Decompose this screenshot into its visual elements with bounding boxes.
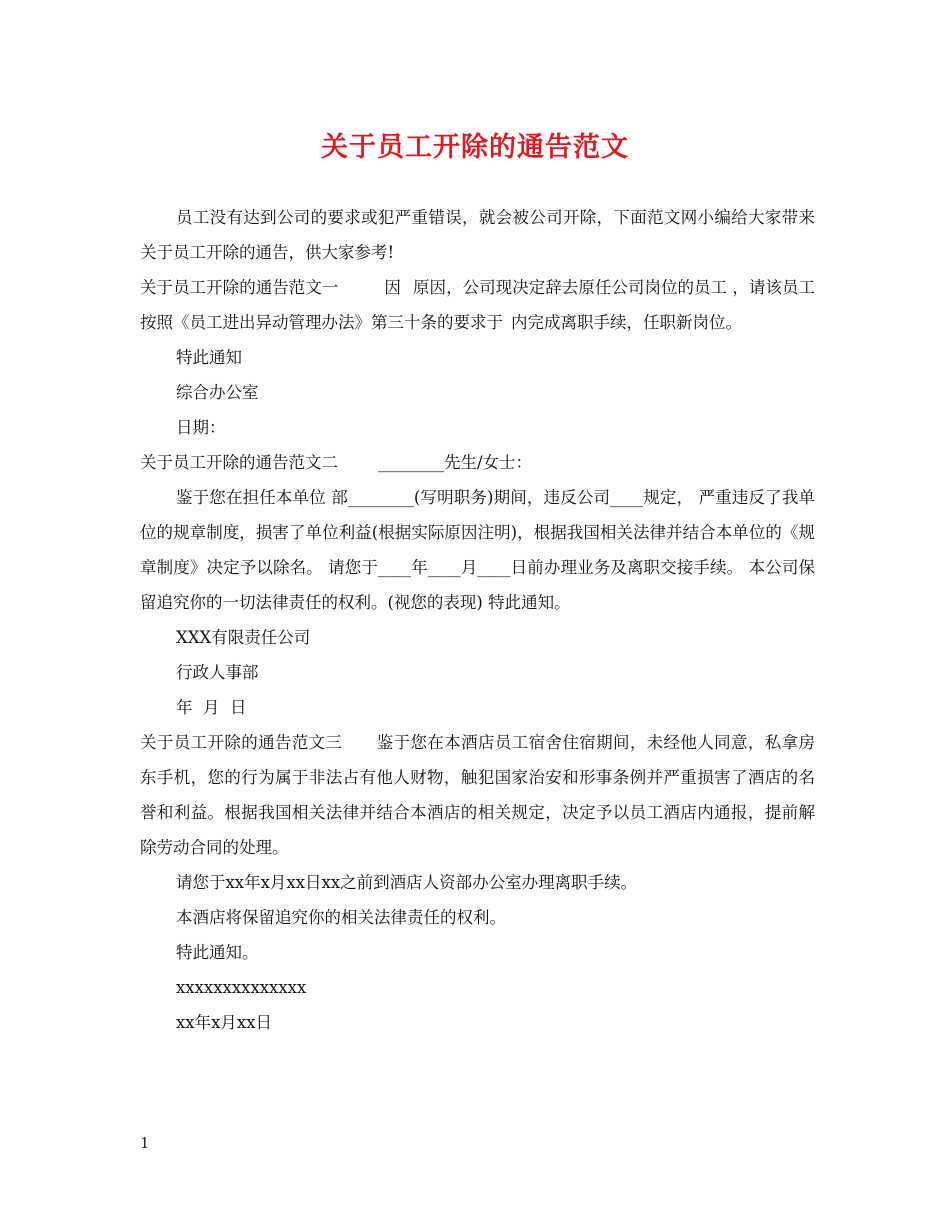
- sample2-heading-line: [140, 445, 815, 480]
- sample1-body-c: 内完成离职手续，任职新岗位。: [511, 313, 742, 332]
- sample3-signer: xxxxxxxxxxxxxx: [176, 978, 307, 997]
- sample1-body-a: 因: [384, 278, 401, 297]
- sample1-body-b: 原因，公司现决定辞去原任公司岗位的员工 ，请该员工按照《员工进出异动管理办法》第三十条的要求于: [140, 278, 816, 332]
- sample2-date: 年 月 日: [176, 698, 247, 717]
- sample2-body: 鉴于您在担任本单位 部________(写明职务)期间，违反公司____规定， 严重违反了我单位的规章制度，损害了单位利益(根据实际原因注明)，根据我国相关法律并结合本单位的《规章制度》决定予以除名。 请您于____年____月____日前办理业务及离职交接手续。 本公司保留追究你的一切法律责任的权利。(视您的表现) 特此通知。: [140, 488, 815, 612]
- sample3-line2: 请您于xx年x月xx日xx之前到酒店人资部办公室办理离职手续。: [176, 873, 638, 892]
- sample1-notice: 特此通知: [176, 348, 242, 367]
- sample3-date: xx年x月xx日: [176, 1013, 273, 1032]
- sample2-salutation: ________先生/女士：: [378, 453, 533, 472]
- intro-paragraph: 员工没有达到公司的要求或犯严重错误，就会被公司开除，下面范文网小编给大家带来关于员工开除的通告，供大家参考!: [140, 208, 815, 262]
- sample1-date: 日期：: [176, 418, 226, 437]
- sample3-paragraph: [140, 725, 815, 865]
- sample1-dept: 综合办公室: [176, 383, 259, 402]
- sample2-dept: 行政人事部: [176, 663, 259, 682]
- sample3-line3: 本酒店将保留追究你的相关法律责任的权利。: [176, 908, 506, 927]
- sample3-notice: 特此通知。: [176, 943, 259, 962]
- sample3-body: 鉴于您在本酒店员工宿舍住宿期间，未经他人同意，私拿房东手机，您的行为属于非法占有他人财物，触犯国家治安和形事条例并严重损害了酒店的名誉和利益。根据我国相关法律并结合本酒店的相关规定，决定予以员工酒店内通报，提前解除劳动合同的处理。: [140, 733, 816, 857]
- sample2-heading: 关于员工开除的通告范文二: [140, 453, 338, 472]
- sample3-heading: 关于员工开除的通告范文三: [140, 733, 343, 752]
- sample1-paragraph: [140, 270, 815, 340]
- sample1-heading: 关于员工开除的通告范文一: [140, 278, 339, 297]
- document-body: [140, 200, 815, 1040]
- sample2-company: XXX有限责任公司: [176, 628, 311, 647]
- page-number: 1: [140, 1134, 150, 1152]
- document-title: 关于员工开除的通告范文: [321, 132, 629, 163]
